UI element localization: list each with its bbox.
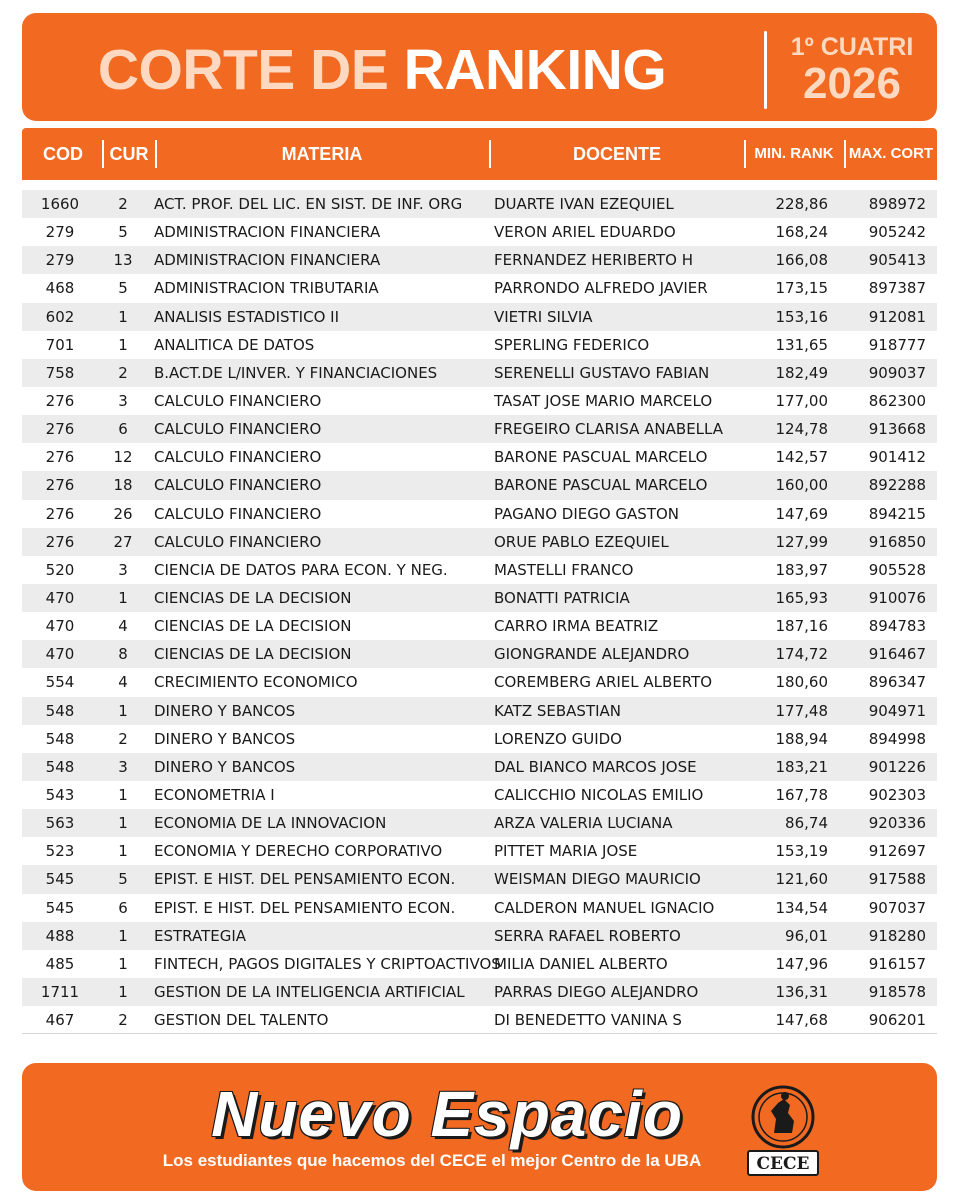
row-cod: 467	[45, 1011, 75, 1030]
table-row	[22, 809, 937, 837]
row-cur: 1	[118, 701, 128, 720]
row-cur: 1	[118, 982, 128, 1001]
row-cod: 488	[45, 926, 75, 945]
row-max-cort: 920336	[868, 814, 926, 833]
row-docente: DAL BIANCO MARCOS JOSE	[494, 757, 697, 776]
row-cur: 6	[118, 898, 128, 917]
table-row	[22, 190, 937, 218]
row-cod: 548	[45, 757, 75, 776]
row-min-rank: 180,60	[775, 673, 828, 692]
table-row	[22, 500, 937, 528]
row-cod: 276	[45, 448, 75, 467]
row-min-rank: 127,99	[775, 532, 828, 551]
table-row	[22, 837, 937, 865]
row-cod: 276	[45, 504, 75, 523]
table-row	[22, 556, 937, 584]
row-min-rank: 187,16	[775, 617, 828, 636]
row-docente: DUARTE IVAN EZEQUIEL	[494, 195, 674, 213]
row-cod: 545	[45, 870, 75, 889]
row-cod: 1660	[40, 195, 80, 213]
table-row	[22, 950, 937, 978]
row-min-rank: 136,31	[775, 982, 828, 1001]
row-cod: 279	[45, 251, 75, 270]
row-docente: VIETRI SILVIA	[494, 307, 593, 326]
row-max-cort: 894783	[868, 617, 926, 636]
table-row	[22, 668, 937, 696]
row-docente: BARONE PASCUAL MARCELO	[494, 448, 708, 467]
seal-text: CECE	[756, 1154, 810, 1174]
row-materia: DINERO Y BANCOS	[154, 757, 296, 776]
row-max-cort: 918578	[868, 982, 926, 1001]
table-row	[22, 528, 937, 556]
table-row	[22, 387, 937, 415]
row-materia: EPIST. E HIST. DEL PENSAMIENTO ECON.	[154, 898, 456, 917]
period-term: 1º CUATRI	[790, 33, 914, 61]
row-cur: 2	[118, 1011, 128, 1030]
row-max-cort: 901412	[868, 448, 926, 467]
row-min-rank: 147,69	[775, 504, 828, 523]
row-cod: 545	[45, 898, 75, 917]
table-bottom-rule	[22, 1033, 937, 1034]
row-cur: 5	[118, 223, 128, 242]
row-cur: 1	[118, 842, 128, 861]
row-docente: CALICCHIO NICOLAS EMILIO	[494, 785, 704, 804]
row-materia: CALCULO FINANCIERO	[154, 532, 322, 551]
row-cod: 468	[45, 279, 75, 298]
row-cod: 276	[45, 532, 75, 551]
row-cod: 470	[45, 617, 75, 636]
row-docente: PAGANO DIEGO GASTON	[494, 504, 680, 523]
row-max-cort: 916467	[868, 645, 926, 664]
row-cur: 2	[118, 363, 128, 382]
row-max-cort: 912081	[868, 307, 926, 326]
row-max-cort: 905528	[868, 560, 926, 579]
row-cur: 2	[118, 195, 128, 213]
row-docente: VERON ARIEL EDUARDO	[494, 223, 676, 242]
row-docente: KATZ SEBASTIAN	[494, 701, 622, 720]
row-max-cort: 862300	[868, 391, 926, 410]
row-materia: ANALISIS ESTADISTICO II	[154, 307, 339, 326]
row-docente: BONATTI PATRICIA	[494, 588, 630, 607]
row-materia: CALCULO FINANCIERO	[154, 448, 322, 467]
row-docente: ARZA VALERIA LUCIANA	[494, 814, 673, 833]
row-docente: LORENZO GUIDO	[494, 729, 622, 748]
row-materia: ECONOMIA DE LA INNOVACION	[154, 814, 387, 833]
row-cur: 26	[113, 504, 133, 523]
table-row	[22, 218, 937, 246]
row-cur: 1	[118, 954, 128, 973]
row-materia: CIENCIAS DE LA DECISION	[154, 588, 352, 607]
table-row	[22, 725, 937, 753]
table-row	[22, 865, 937, 893]
row-cod: 543	[45, 785, 75, 804]
row-min-rank: 153,16	[775, 307, 828, 326]
row-materia: ANALITICA DE DATOS	[154, 335, 315, 354]
row-materia: CALCULO FINANCIERO	[154, 504, 322, 523]
period-label	[782, 35, 922, 106]
row-max-cort: 907037	[868, 898, 926, 917]
row-max-cort: 909037	[868, 363, 926, 382]
row-max-cort: 916157	[868, 954, 926, 973]
row-docente: CARRO IRMA BEATRIZ	[494, 617, 659, 636]
row-max-cort: 896347	[868, 673, 926, 692]
row-materia: CIENCIA DE DATOS PARA ECON. Y NEG.	[154, 560, 448, 579]
col-header-cur: CUR	[109, 144, 149, 164]
table-body	[22, 190, 937, 1034]
row-materia: DINERO Y BANCOS	[154, 729, 296, 748]
row-cur: 13	[113, 251, 133, 270]
row-docente: CALDERON MANUEL IGNACIO	[494, 898, 715, 917]
col-header-cod: COD	[43, 144, 83, 164]
row-min-rank: 86,74	[785, 814, 828, 833]
row-materia: GESTION DE LA INTELIGENCIA ARTIFICIAL	[154, 982, 465, 1001]
row-materia: CIENCIAS DE LA DECISION	[154, 645, 352, 664]
footer-tagline: Los estudiantes que hacemos del CECE el mejor Centro de la UBA	[162, 1151, 702, 1170]
row-min-rank: 121,60	[775, 870, 828, 889]
table-row	[22, 978, 937, 1006]
row-cod: 279	[45, 223, 75, 242]
row-materia: CRECIMIENTO ECONOMICO	[154, 673, 358, 692]
row-min-rank: 228,86	[775, 195, 828, 213]
row-docente: SPERLING FEDERICO	[494, 335, 650, 354]
row-docente: SERENELLI GUSTAVO FABIAN	[494, 363, 710, 382]
row-cod: 554	[45, 673, 75, 692]
row-cur: 1	[118, 588, 128, 607]
row-cod: 602	[45, 307, 75, 326]
header-divider	[764, 31, 767, 109]
col-divider	[489, 140, 491, 168]
row-cur: 27	[113, 532, 133, 551]
row-cur: 5	[118, 279, 128, 298]
row-cod: 276	[45, 391, 75, 410]
row-docente: MILIA DANIEL ALBERTO	[494, 954, 668, 973]
row-max-cort: 902303	[868, 785, 926, 804]
table-row	[22, 697, 937, 725]
table-row	[22, 274, 937, 302]
row-max-cort: 898972	[868, 195, 926, 213]
row-materia: ADMINISTRACION FINANCIERA	[154, 223, 381, 242]
row-cur: 1	[118, 814, 128, 833]
row-cod: 470	[45, 588, 75, 607]
col-header-min-rank: MIN. RANK	[754, 145, 834, 162]
row-min-rank: 134,54	[775, 898, 828, 917]
brand-logo: Nuevo Espacio	[211, 1078, 683, 1150]
row-min-rank: 147,68	[775, 1011, 828, 1030]
table-row	[22, 584, 937, 612]
row-cur: 8	[118, 645, 128, 664]
row-min-rank: 142,57	[775, 448, 828, 467]
table-row	[22, 640, 937, 668]
row-materia: ACT. PROF. DEL LIC. EN SIST. DE INF. ORG	[154, 195, 463, 213]
row-docente: GIONGRANDE ALEJANDRO	[494, 645, 690, 664]
row-docente: ORUE PABLO EZEQUIEL	[494, 532, 669, 551]
row-materia: ADMINISTRACION TRIBUTARIA	[154, 279, 379, 298]
row-materia: ECONOMIA Y DERECHO CORPORATIVO	[154, 842, 443, 861]
row-cur: 1	[118, 307, 128, 326]
table-row	[22, 753, 937, 781]
row-docente: FERNANDEZ HERIBERTO H	[494, 251, 694, 270]
row-materia: FINTECH, PAGOS DIGITALES Y CRIPTOACTIVOS	[154, 954, 501, 973]
row-materia: ESTRATEGIA	[154, 926, 247, 945]
row-cod: 485	[45, 954, 75, 973]
page-title	[22, 37, 742, 103]
row-materia: CALCULO FINANCIERO	[154, 420, 322, 439]
row-materia: DINERO Y BANCOS	[154, 701, 296, 720]
row-max-cort: 894998	[868, 729, 926, 748]
table-row	[22, 415, 937, 443]
row-docente: BARONE PASCUAL MARCELO	[494, 476, 708, 495]
row-cod: 470	[45, 645, 75, 664]
table-row	[22, 303, 937, 331]
footer-banner	[22, 1063, 937, 1191]
row-cur: 2	[118, 729, 128, 748]
row-cod: 758	[45, 363, 75, 382]
row-min-rank: 177,00	[775, 391, 828, 410]
row-min-rank: 167,78	[775, 785, 828, 804]
row-max-cort: 905413	[868, 251, 926, 270]
row-cur: 18	[113, 476, 133, 495]
table-row	[22, 612, 937, 640]
row-min-rank: 166,08	[775, 251, 828, 270]
row-max-cort: 918777	[868, 335, 926, 354]
cece-seal-icon	[738, 1077, 828, 1183]
row-docente: COREMBERG ARIEL ALBERTO	[494, 673, 713, 692]
row-cod: 276	[45, 420, 75, 439]
table-header	[22, 128, 937, 180]
row-cur: 1	[118, 785, 128, 804]
row-max-cort: 910076	[868, 588, 926, 607]
row-min-rank: 168,24	[775, 223, 828, 242]
table-row	[22, 331, 937, 359]
row-max-cort: 906201	[868, 1011, 926, 1030]
row-docente: DI BENEDETTO VANINA S	[494, 1011, 682, 1030]
row-max-cort: 913668	[868, 420, 926, 439]
row-max-cort: 917588	[868, 870, 926, 889]
row-docente: MASTELLI FRANCO	[494, 560, 634, 579]
col-header-materia: MATERIA	[281, 144, 363, 164]
row-max-cort: 892288	[868, 476, 926, 495]
row-max-cort: 916850	[868, 532, 926, 551]
row-docente: SERRA RAFAEL ROBERTO	[494, 926, 681, 945]
title-part-1: CORTE DE	[97, 38, 404, 102]
row-max-cort: 904971	[868, 701, 926, 720]
row-cur: 1	[118, 926, 128, 945]
header-banner	[22, 13, 937, 121]
row-cod: 520	[45, 560, 75, 579]
col-header-max-cort: MAX. CORT	[848, 145, 934, 162]
row-min-rank: 182,49	[775, 363, 828, 382]
row-materia: CIENCIAS DE LA DECISION	[154, 617, 352, 636]
table-row	[22, 471, 937, 499]
row-cur: 4	[118, 673, 128, 692]
table-row	[22, 922, 937, 950]
row-cur: 1	[118, 335, 128, 354]
row-max-cort: 918280	[868, 926, 926, 945]
table-row	[22, 246, 937, 274]
row-docente: PITTET MARIA JOSE	[494, 842, 638, 861]
row-cod: 701	[45, 335, 75, 354]
row-min-rank: 174,72	[775, 645, 828, 664]
row-cod: 1711	[40, 982, 80, 1001]
row-materia: EPIST. E HIST. DEL PENSAMIENTO ECON.	[154, 870, 456, 889]
table-row	[22, 894, 937, 922]
row-cod: 563	[45, 814, 75, 833]
row-min-rank: 96,01	[785, 926, 828, 945]
row-cod: 548	[45, 701, 75, 720]
row-min-rank: 147,96	[775, 954, 828, 973]
row-materia: ECONOMETRIA I	[154, 785, 275, 804]
row-cur: 3	[118, 391, 128, 410]
row-min-rank: 188,94	[775, 729, 828, 748]
title-part-2: RANKING	[403, 38, 667, 102]
row-min-rank: 160,00	[775, 476, 828, 495]
row-materia: CALCULO FINANCIERO	[154, 391, 322, 410]
row-cur: 5	[118, 870, 128, 889]
row-min-rank: 165,93	[775, 588, 828, 607]
table-row	[22, 781, 937, 809]
row-cod: 276	[45, 476, 75, 495]
row-docente: TASAT JOSE MARIO MARCELO	[494, 391, 713, 410]
row-materia: B.ACT.DE L/INVER. Y FINANCIACIONES	[154, 363, 438, 382]
row-cod: 548	[45, 729, 75, 748]
row-min-rank: 124,78	[775, 420, 828, 439]
row-docente: PARRONDO ALFREDO JAVIER	[494, 279, 708, 298]
row-min-rank: 131,65	[775, 335, 828, 354]
row-cod: 523	[45, 842, 75, 861]
row-cur: 6	[118, 420, 128, 439]
row-materia: ADMINISTRACION FINANCIERA	[154, 251, 381, 270]
row-materia: GESTION DEL TALENTO	[154, 1011, 329, 1030]
row-cur: 3	[118, 560, 128, 579]
col-header-docente: DOCENTE	[572, 144, 661, 164]
row-min-rank: 177,48	[775, 701, 828, 720]
period-year: 2026	[803, 59, 901, 108]
row-docente: FREGEIRO CLARISA ANABELLA	[494, 420, 723, 439]
row-cur: 4	[118, 617, 128, 636]
table-row	[22, 359, 937, 387]
row-docente: PARRAS DIEGO ALEJANDRO	[494, 982, 699, 1001]
row-max-cort: 894215	[868, 504, 926, 523]
row-min-rank: 183,21	[775, 757, 828, 776]
table-row	[22, 443, 937, 471]
row-cur: 12	[113, 448, 133, 467]
row-min-rank: 173,15	[775, 279, 828, 298]
row-cur: 3	[118, 757, 128, 776]
row-materia: CALCULO FINANCIERO	[154, 476, 322, 495]
row-max-cort: 901226	[868, 757, 926, 776]
row-docente: WEISMAN DIEGO MAURICIO	[494, 870, 701, 889]
row-max-cort: 897387	[868, 279, 926, 298]
row-max-cort: 905242	[868, 223, 926, 242]
row-min-rank: 153,19	[775, 842, 828, 861]
row-max-cort: 912697	[868, 842, 926, 861]
table-row	[22, 1006, 937, 1034]
row-min-rank: 183,97	[775, 560, 828, 579]
